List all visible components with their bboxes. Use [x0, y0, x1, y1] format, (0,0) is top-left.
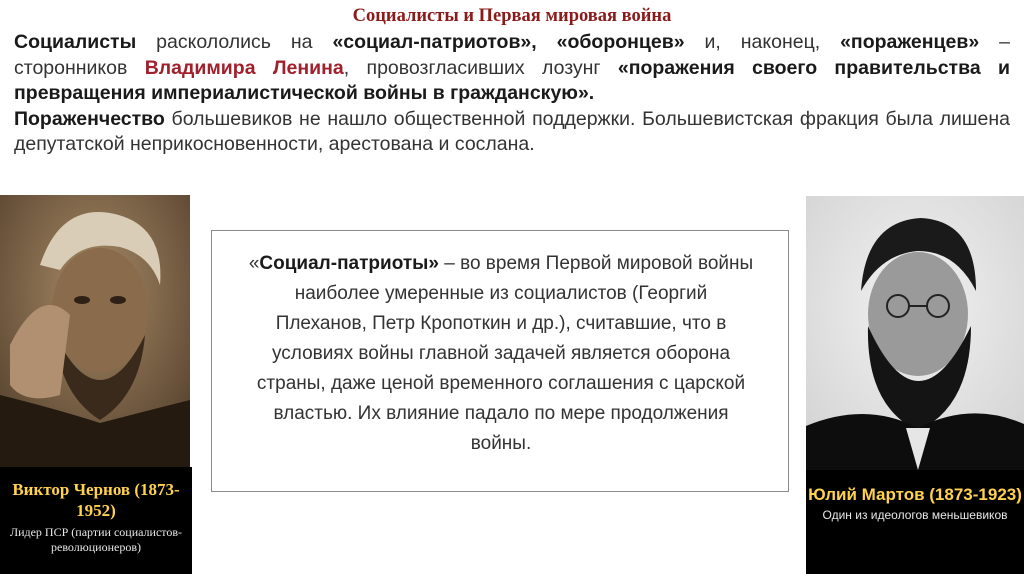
chernov-caption — [0, 467, 192, 574]
socialists-term: Социалисты — [14, 31, 137, 53]
martov-name: Юлий Мартов (1873-1923) — [808, 485, 1022, 504]
martov-caption — [806, 470, 1024, 574]
lenin-name: Владимира Ленина — [144, 56, 344, 79]
definition-box — [211, 230, 789, 492]
definition-end: . — [525, 433, 532, 454]
intro-paragraph — [14, 30, 1010, 158]
slide-title: Социалисты и Первая мировая война — [352, 6, 672, 26]
patriots-term: «социал-патриотов», «оборонцев» — [332, 31, 685, 53]
intro-text: большевиков не нашло общественной поддержки. Большевистская фракция была лишена депутатской неприкосновенности, арестована и сослана. — [14, 107, 1010, 155]
chernov-subtitle: Лидер ПСР (партии социалистов-революционеров) — [9, 525, 183, 554]
intro-text: и, наконец, — [684, 31, 841, 53]
open-quote: « — [248, 253, 260, 274]
definition-body: – во время Первой мировой войны наиболее умеренные из социалистов (Георгий Плеханов, Петр Кропоткин и др.), считавшие, что в условиях войны главной задачей является оборона страны, даже ценой временного соглашения с царской властью. Их влияние падало по мере продолжения войны — [256, 253, 754, 454]
intro-text: – сторонников — [14, 31, 1010, 79]
intro-text: , провозгласивших лозунг — [343, 56, 618, 79]
chernov-portrait — [0, 195, 190, 467]
martov-subtitle: Один из идеологов меньшевиков — [822, 508, 1008, 522]
definition-text — [248, 249, 754, 459]
social-patriots-term: Социал-патриоты» — [259, 253, 439, 274]
defeatism-term: Пораженчество — [14, 107, 165, 130]
martov-portrait — [806, 196, 1024, 470]
chernov-name: Виктор Чернов (1873-1952) — [12, 480, 180, 520]
slogan-text: «поражения своего правительства и превращения империалистической войны в гражданскую». — [14, 56, 1010, 104]
defeatists-term: «пораженцев» — [840, 31, 980, 53]
intro-text: раскололись на — [136, 31, 333, 53]
